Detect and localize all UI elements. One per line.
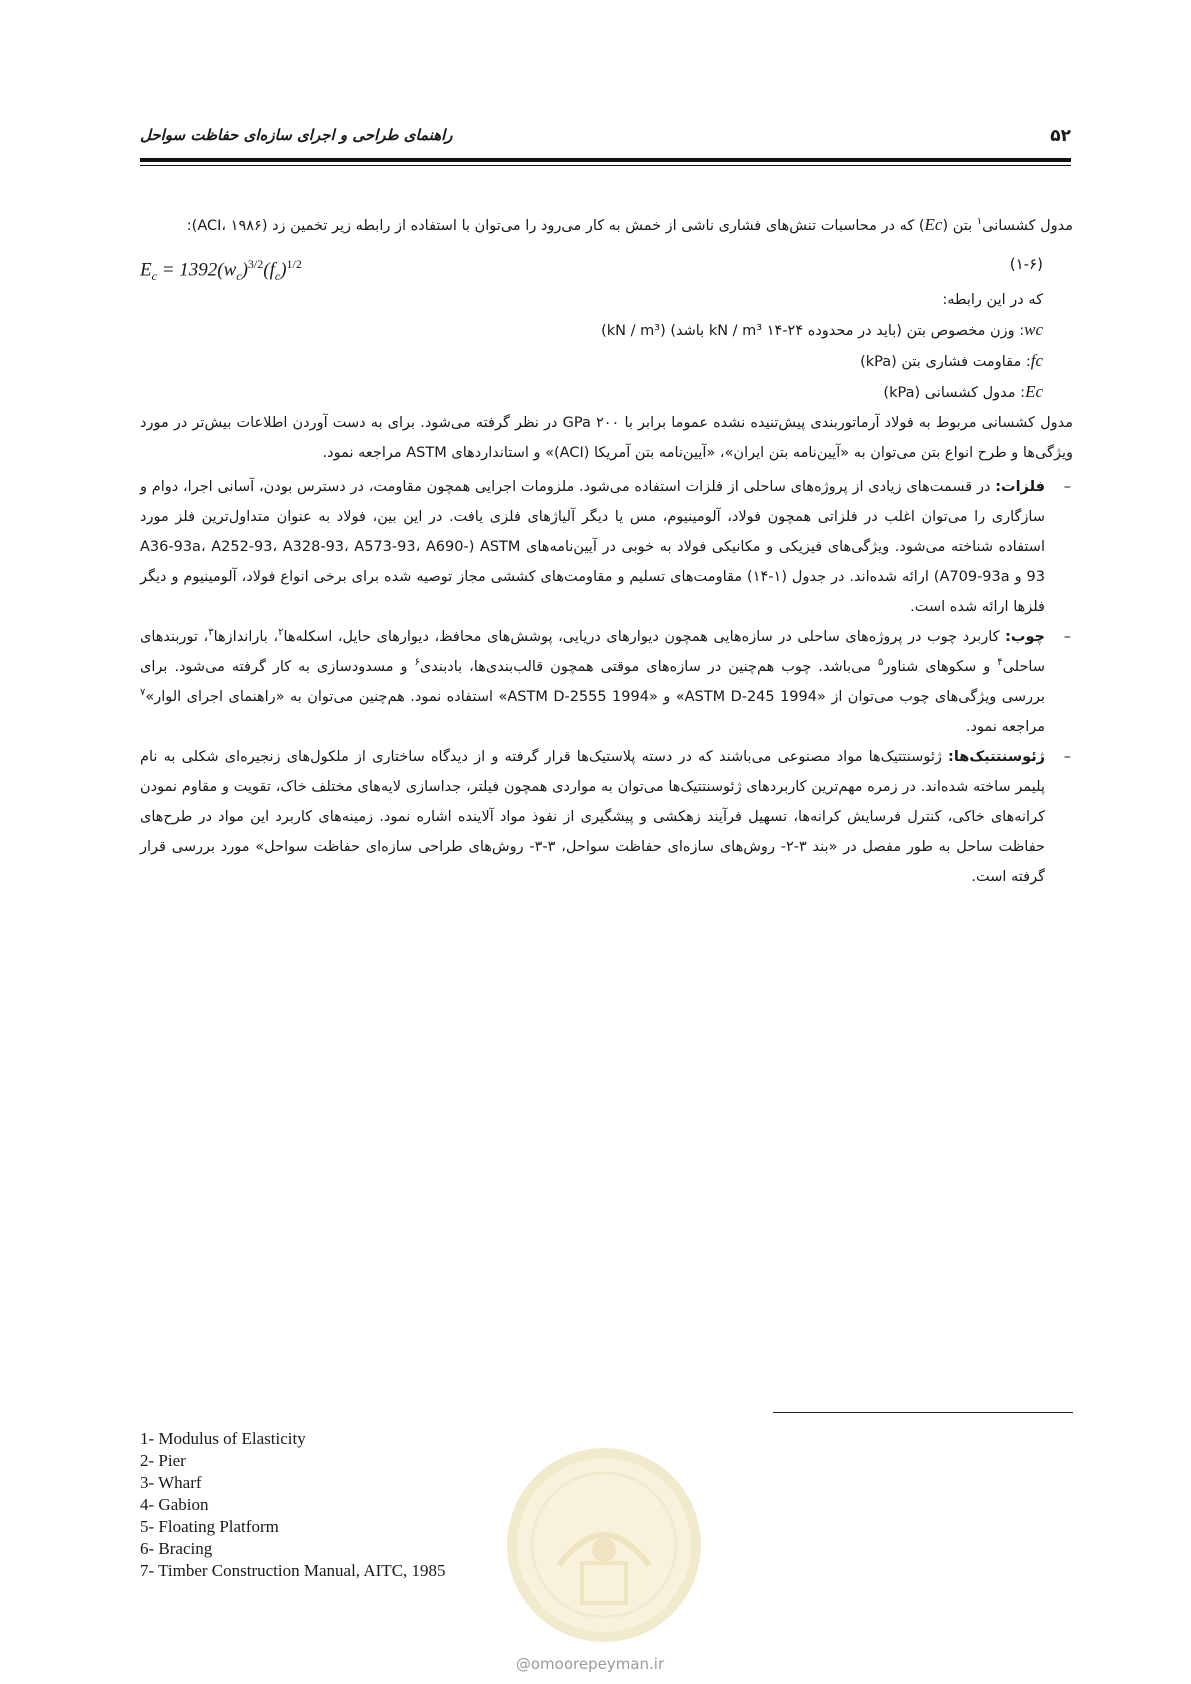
watermark-seal-icon [464, 1445, 744, 1645]
equation-formula: $E_c = 1392(w_c)^{3/2}(f_c)^{1/2}$ [140, 257, 302, 284]
footnotes [140, 1428, 446, 1582]
footnote-ref-7: ۷ [140, 687, 146, 699]
intro-paragraph: مدول کشسانی$^۱$ بتن (Ec) که در محاسبات تنش‌های فشاری ناشی از خمش به کار می‌رود را می‌توان با استفاده از رابطه زیر تخمین زد (ACI، ۱۹۸۶): [186, 215, 1073, 234]
list-item-geosynthetics: – ژئوسنتتیک‌ها: ژئوسنتتیک‌ها مواد مصنوعی می‌باشند که در دسته پلاستیک‌ها قرار گرفته و از دیدگاه ساختاری از ملکول‌های زنجیره‌ای شکلی به نام پلیمر ساخته شده‌اند. در زمره مهم‌ترین کاربردهای ژئوسنتتیک‌ها می‌توان به مواردی همچون فیلتر، جداسازی لایه‌های مختلف خاک، تقویت و مقاوم نمودن کرانه‌های خاکی، کنترل فرسایش کرانه‌ها، تسهیل فرآیند زهکشی و پیشگیری از نفوذ مواد آلاینده اشاره نمود. زمینه‌های کاربرد این مواد در طرح‌های حفاظت ساحل به طور مفصل در «بند ۳-۲- روش‌های سازه‌ای حفاظت سواحل، ۳-۳- روش‌های طراحی سازه‌ای حفاظت سواحل» مورد بررسی قرار گرفته است. [140, 749, 1071, 885]
definition-ec: Ec: مدول کشسانی (kPa) [883, 382, 1043, 401]
footnote-ref-4: ۴ [997, 657, 1003, 669]
footnote-ref-5: ۵ [877, 657, 884, 669]
definition-fc: fc: مقاومت فشاری بتن (kPa) [860, 351, 1043, 370]
symbol-ec: Ec [924, 215, 943, 234]
definition-wc: wc: وزن مخصوص بتن (باید در محدوده ۲۴-۱۴ kN / m³ باشد) (kN / m³) [601, 320, 1043, 339]
list-item-wood: – چوب: کاربرد چوب در پروژه‌های ساحلی در سازه‌هایی همچون دیوارهای دریایی، پوشش‌های محافظ، دیوارهای حایل، اسکله‌ها$^۲$، باراندازها$^۳$، توربندهای ساحلی$^۴$ و سکوهای شناور$^۵$ می‌باشد. چوب هم‌چنین در سازه‌های موقتی همچون قالب‌بندی‌ها، بادبندی$^۶$ و مسدودسازی به کار گرفته می‌شود. برای بررسی ویژگی‌های چوب می‌توان از «ASTM D-245 1994» و «ASTM D-2555 1994» استفاده نمود. هم‌چنین می‌توان به «راهنمای اجرای الوار»$^۷$ مراجعه نمود. [140, 627, 1071, 735]
watermark-site-text: @omoorepeyman.ir [515, 1655, 665, 1673]
paragraph-steel-modulus: مدول کشسانی مربوط به فولاد آرماتوربندی پیش‌تنیده نشده عموما برابر با ۲۰۰ GPa در نظر گرفته می‌شود. برای به دست آوردن اطلاعات بیش‌تر در مورد ویژگی‌ها و طرح انواع بتن می‌توان به «آیین‌نامه بتن ایران»، «آیین‌نامه بتن آمریکا (ACI)» و استانداردهای ASTM مراجعه نمود. [140, 415, 1073, 461]
equation-number: (۱-۶) [1009, 255, 1043, 273]
footnote-4: 4- Gabion [140, 1495, 209, 1514]
footnote-1: 1- Modulus of Elasticity [140, 1429, 306, 1448]
running-header-title: راهنمای طراحی و اجرای سازه‌ای حفاظت سواحل [140, 126, 453, 144]
footnote-ref-6: ۶ [414, 657, 420, 669]
header-rule-thin [140, 165, 1071, 166]
metals-label: فلزات: [995, 479, 1045, 495]
materials-list [140, 472, 1073, 892]
wood-label: چوب: [1005, 629, 1046, 645]
page-number: ۵۲ [1050, 126, 1071, 146]
geosynthetics-label: ژئوسنتتیک‌ها: [948, 749, 1045, 765]
footnote-5: 5- Floating Platform [140, 1517, 279, 1536]
equation-1-6 [140, 245, 1073, 285]
header-rule-thick [140, 158, 1071, 162]
footnote-ref-3: ۳ [208, 627, 214, 639]
footnote-ref-1: ۱ [976, 216, 983, 228]
footnote-7: 7- Timber Construction Manual, AITC, 1985 [140, 1561, 446, 1580]
footnote-2: 2- Pier [140, 1451, 186, 1470]
definitions-lead: که در این رابطه: [942, 292, 1043, 308]
list-item-metals: – فلزات: در قسمت‌های زیادی از پروژه‌های ساحلی از فلزات استفاده می‌شود. ملزومات اجرایی همچون مقاومت، در دسترس بودن، آسانی اجرا، دوام و سازگاری را می‌توان اغلب در فلزاتی همچون فولاد، آلومینیوم، مس یا دیگر آلیاژهای فلزی یافت. در این بین، فولاد به عنوان متداول‌ترین فلز مورد استفاده شناخته می‌شود. ویژگی‌های فیزیکی و مکانیکی فولاد به خوبی در آیین‌نامه‌های ASTM (A36-93a، A252-93، A328-93، A573-93، A690-93 و A709-93a) ارائه شده‌اند. در جدول (۱-۱۴) مقاومت‌های تسلیم و مقاومت‌های کششی مجاز توصیه شده برای برخی انواع فولاد، آلومینیوم و دیگر فلزها ارائه شده است. [140, 479, 1071, 615]
body-text [140, 210, 1073, 892]
footnote-separator [773, 1412, 1073, 1413]
footnote-6: 6- Bracing [140, 1539, 213, 1558]
footnote-ref-2: ۲ [278, 627, 284, 639]
footnote-3: 3- Wharf [140, 1473, 202, 1492]
equation-definitions [140, 285, 1073, 408]
